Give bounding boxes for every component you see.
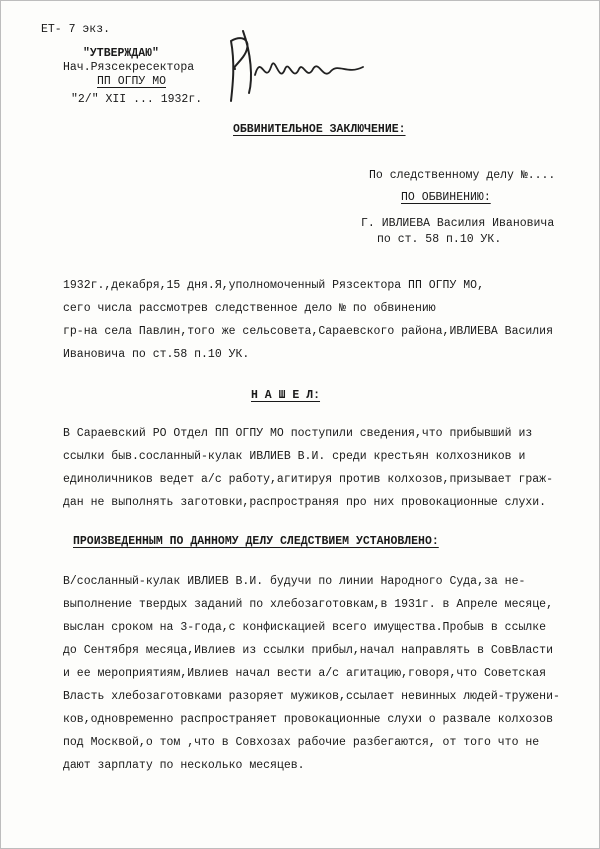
section-established-line-1: В/сосланный-кулак ИВЛИЕВ В.И. будучи по линии Народного Суда,за не-: [63, 575, 526, 588]
section-established-line-3: выслан сроком на 3-года,с конфискацией всего имущества.Пробыв в ссылке: [63, 621, 547, 634]
approve-role: Нач.Рязсекресектора: [63, 61, 195, 74]
case-line-4: по ст. 58 п.10 УК.: [377, 233, 502, 246]
case-line-2: ПО ОБВИНЕНИЮ:: [401, 191, 491, 204]
section-established-line-9: дают зарплату по несколько месяцев.: [63, 759, 305, 772]
section-established-line-2: выполнение твердых заданий по хлебозаготовкам,в 1931г. в Апреле месяце,: [63, 598, 553, 611]
section-established-line-8: под Москвой,о том ,что в Совхозах рабочие разбегаются, от того что не: [63, 736, 540, 749]
intro-line-3: гр-на села Павлин,того же сельсовета,Сараевского района,ИВЛИЕВА Василия: [63, 325, 553, 338]
section-found-title: Н А Ш Е Л:: [251, 389, 321, 402]
section-established-line-5: и ее мероприятиям,Ивлиев начал вести а/с агитацию,говоря,что Советская: [63, 667, 547, 680]
section-established-title: ПРОИЗВЕДЕННЫМ ПО ДАННОМУ ДЕЛУ СЛЕДСТВИЕМ УСТАНОВЛЕНО:: [73, 535, 439, 548]
section-found-line-4: дан не выполнять заготовки,распространяя про них провокационные слухи.: [63, 496, 547, 509]
section-found-line-3: единоличников ведет а/с работу,агитируя против колхозов,призывает граж-: [63, 473, 553, 486]
section-established-line-4: до Сентября месяца,Ивлиев из ссылки прибыл,начал направлять в СовВласти: [63, 644, 553, 657]
document-title: ОБВИНИТЕЛЬНОЕ ЗАКЛЮЧЕНИЕ:: [233, 123, 406, 136]
intro-line-4: Ивановича по ст.58 п.10 УК.: [63, 348, 250, 361]
intro-line-2: сего числа рассмотрев следственное дело № по обвинению: [63, 302, 436, 315]
handwritten-signature: [223, 23, 373, 113]
section-found-line-1: В Сараевский РО Отдел ПП ОГПУ МО поступили сведения,что прибывший из: [63, 427, 533, 440]
section-found-line-2: ссылки быв.сосланный-кулак ИВЛИЕВ В.И. среди крестьян колхозников и: [63, 450, 526, 463]
approve-date: "2/" ХII ... 1932г.: [71, 93, 203, 106]
approve-title: "УТВЕРЖДАЮ": [83, 47, 159, 60]
approve-org: ПП ОГПУ МО: [97, 75, 167, 88]
intro-line-1: 1932г.,декабря,15 дня.Я,уполномоченный Рязсектора ПП ОГПУ МО,: [63, 279, 484, 292]
case-line-3: Г. ИВЛИЕВА Василия Ивановича: [361, 217, 555, 230]
section-established-line-6: Власть хлебозаготовками разоряет мужиков,ссылает невинных людей-тружени-: [63, 690, 560, 703]
copies-count: ЕТ- 7 экз.: [41, 23, 111, 36]
section-established-line-7: ков,одновременно распространяет провокационные слухи о развале колхозов: [63, 713, 553, 726]
case-line-1: По следственному делу №....: [369, 169, 556, 182]
